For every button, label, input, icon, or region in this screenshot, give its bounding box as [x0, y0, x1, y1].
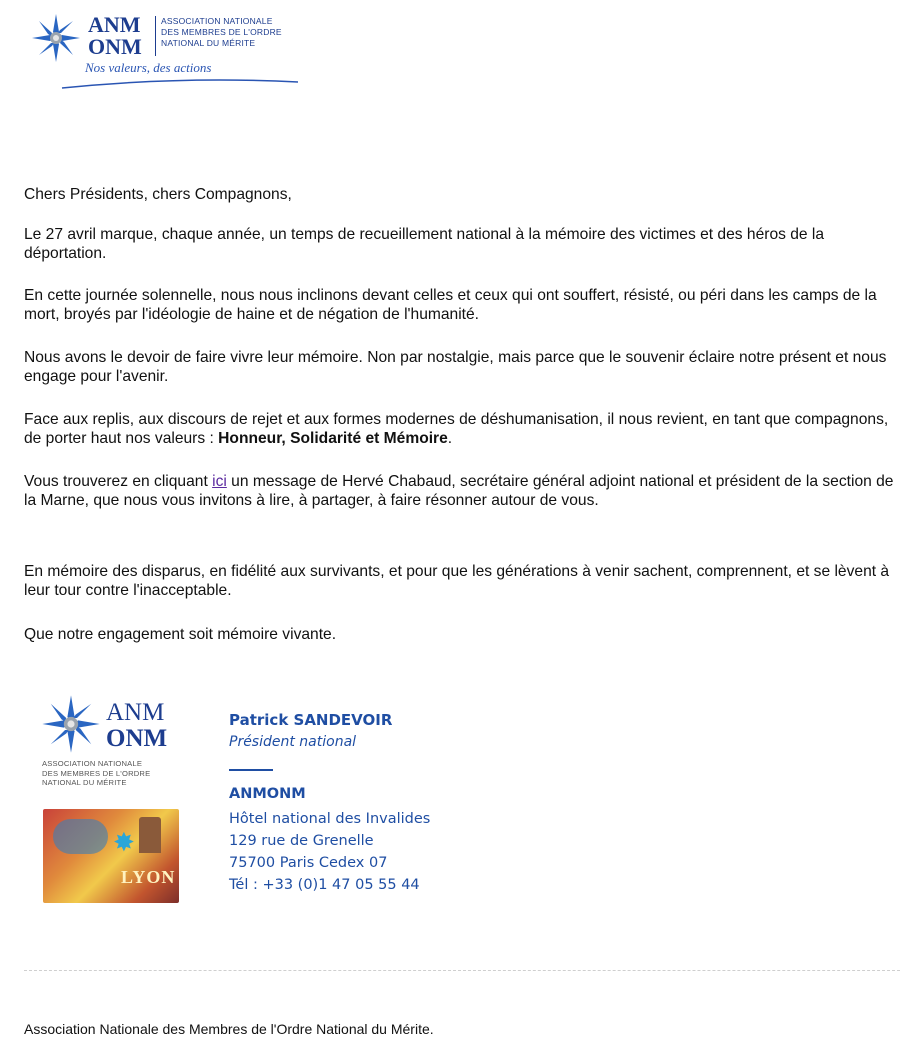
paragraph-2: En cette journée solennelle, nous nous inclinons devant celles et ceux qui ont souffert, résisté, ou péri dans les camps de la mort, broyés par l'idéologie de haine et de négation de l'humanité. — [24, 287, 877, 323]
logo-slogan: Nos valeurs, des actions — [85, 60, 212, 75]
signature-address: Hôtel national des Invalides 129 rue de Grenelle 75700 Paris Cedex 07 Tél : +33 (0)1 47 05 55 44 — [229, 808, 430, 896]
congress-city: LYON — [121, 867, 176, 887]
sig-logo-assoc-text: ASSOCIATION NATIONALE DES MEMBRES DE L'ORDRE NATIONAL DU MÉRITE — [42, 759, 151, 787]
star-emblem-icon — [40, 693, 102, 755]
footer-text: Association Nationale des Membres de l'Ordre National du Mérite. — [24, 1021, 434, 1037]
paragraph-4: Face aux replis, aux discours de rejet et aux formes modernes de déshumanisation, il nous revient, en tant que compagnons, de porter haut nos valeurs : Honneur, Solidarité et Mémoire. — [24, 411, 889, 447]
star-emblem-icon — [30, 12, 82, 64]
values-bold: Honneur, Solidarité et Mémoire — [218, 430, 448, 447]
paragraph-1: Le 27 avril marque, chaque année, un temps de recueillement national à la mémoire des victimes et des héros de la déportation. — [24, 226, 825, 262]
congress-star-icon: ✸ — [113, 827, 135, 857]
signature-phone: Tél : +33 (0)1 47 05 55 44 — [229, 877, 420, 893]
signer-role: Président national — [229, 734, 357, 750]
greeting: Chers Présidents, chers Compagnons, — [24, 186, 292, 203]
logo-assoc-text: ASSOCIATION NATIONALE DES MEMBRES DE L'ORDRE NATIONAL DU MÉRITE — [161, 16, 282, 48]
logo-acronym-top: ANM — [88, 12, 141, 37]
signer-name: Patrick SANDEVOIR — [229, 711, 393, 729]
signature-rule — [229, 769, 273, 771]
message-link[interactable]: ici — [212, 473, 227, 490]
logo-separator — [155, 16, 156, 56]
footer-divider — [24, 970, 900, 971]
logo-swoosh — [60, 76, 300, 92]
paragraph-6: En mémoire des disparus, en fidélité aux survivants, et pour que les générations à venir sachent, comprennent, et se lèvent à leur tour contre l'inacceptable. — [24, 563, 890, 599]
paragraph-7: Que notre engagement soit mémoire vivante. — [24, 626, 337, 643]
header-logo — [30, 8, 310, 93]
signature-org: ANMONM — [229, 786, 306, 802]
congress-image — [43, 809, 179, 903]
logo-acronym-bottom: ONM — [88, 34, 142, 59]
sig-logo-acronym-bottom: ONM — [106, 725, 168, 752]
paragraph-5: Vous trouverez en cliquant ici un message de Hervé Chabaud, secrétaire général adjoint national et président de la section de la Marne, que nous vous invitons à lire, à partager, à faire résonner autour de vous. — [24, 473, 894, 509]
signature-logo — [40, 693, 200, 908]
sig-logo-acronym-top: ANM — [106, 699, 165, 726]
paragraph-3: Nous avons le devoir de faire vivre leur mémoire. Non par nostalgie, mais parce que le souvenir éclaire notre présent et nous engage pour l'avenir. — [24, 349, 887, 385]
